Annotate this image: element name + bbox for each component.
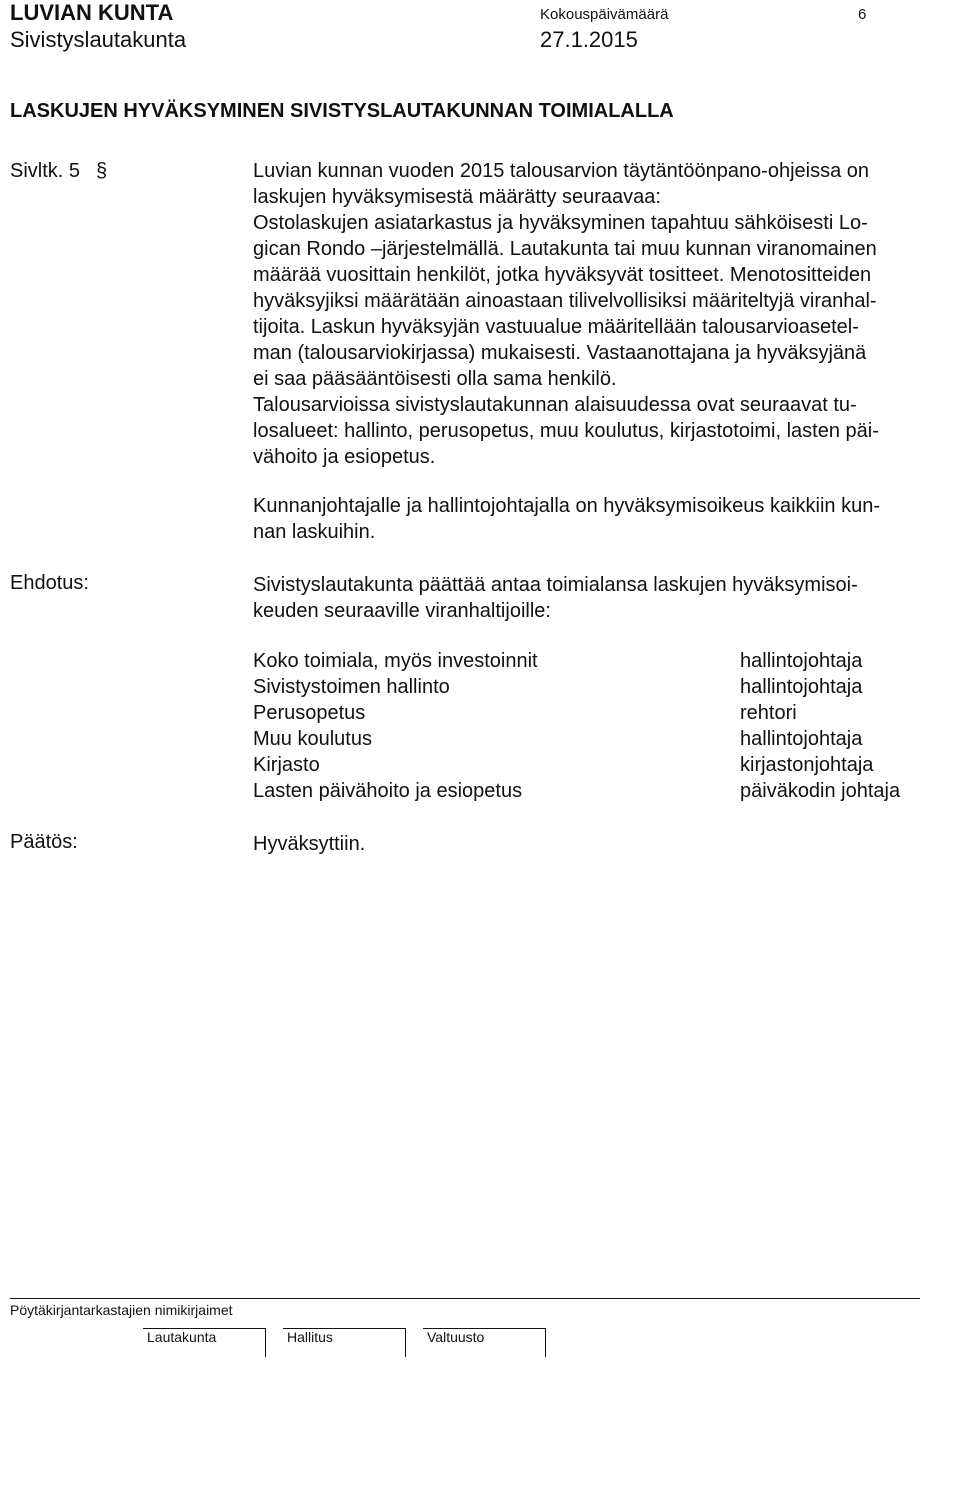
signature-box-valtuusto [423,1328,546,1357]
municipality-name: LUVIAN KUNTA [10,0,174,25]
section-ref: Sivltk. 5 [10,160,81,182]
official-cell: rehtori [740,702,797,724]
area-cell: Perusopetus [253,702,366,724]
section-title: LASKUJEN HYVÄKSYMINEN SIVISTYSLAUTAKUNNAN TOIMIALALLA [10,100,674,122]
paragraph-approval-rights [253,493,958,545]
text-line: tijoita. Laskun hyväksyjän vastuualue määritellään talousarvioasetel- [253,316,859,338]
official-cell: päiväkodin johtaja [740,780,901,802]
paragraph-symbol: § [96,160,108,182]
area-cell: Sivistystoimen hallinto [253,676,450,698]
official-cell: hallintojohtaja [740,676,863,698]
text-line: Kunnanjohtajalle ja hallintojohtajalla on hyväksymisoikeus kaikkiin kun- [253,495,881,517]
official-cell: hallintojohtaja [740,728,863,750]
meeting-date-label: Kokouspäivämäärä [540,6,669,23]
text-line: keuden seuraaville viranhaltijoille: [253,600,551,622]
table-row [253,726,953,752]
proposal-text [253,572,958,624]
signature-box-hallitus [283,1328,406,1357]
page-number: 6 [858,6,867,23]
box-label: Valtuusto [427,1329,485,1345]
decision-label: Päätös: [10,831,78,853]
meeting-date: 27.1.2015 [540,27,638,52]
signatures-label: Pöytäkirjantarkastajien nimikirjaimet [10,1302,233,1318]
box-label: Lautakunta [147,1329,217,1345]
committee-name: Sivistyslautakunta [10,27,187,52]
text-line: hyväksyjiksi määrätään ainoastaan tilivelvollisiksi määriteltyjä viranhal- [253,290,877,312]
text-line: Sivistyslautakunta päättää antaa toimialansa laskujen hyväksymisoi- [253,574,858,596]
table-row [253,648,953,674]
table-row [253,752,953,778]
text-line: ei saa pääsääntöisesti olla sama henkilö. [253,368,617,390]
text-line: losalueet: hallinto, perusopetus, muu koulutus, kirjastotoimi, lasten päi- [253,420,879,442]
text-line: laskujen hyväksymisestä määrätty seuraavaa: [253,186,661,208]
table-row [253,674,953,700]
table-row [253,778,953,804]
text-line: Luvian kunnan vuoden 2015 talousarvion täytäntöönpano-ohjeissa on [253,160,870,182]
area-cell: Muu koulutus [253,728,372,750]
signature-box-lautakunta [143,1328,266,1357]
paragraph-instructions [253,158,958,470]
area-cell: Kirjasto [253,754,320,776]
text-line: vähoito ja esiopetus. [253,446,436,468]
decision-text: Hyväksyttiin. [253,833,366,855]
text-line: Talousarvioissa sivistyslautakunnan alaisuudessa ovat seuraavat tu- [253,394,857,416]
box-label: Hallitus [287,1329,333,1345]
text-line: nan laskuihin. [253,521,376,543]
text-line: man (talousarviokirjassa) mukaisesti. Vastaanottajana ja hyväksyjänä [253,342,867,364]
table-row [253,700,953,726]
area-cell: Lasten päivähoito ja esiopetus [253,780,523,802]
footer-divider [10,1298,920,1299]
text-line: määrää vuosittain henkilöt, jotka hyväksyvät tositteet. Menotositteiden [253,264,872,286]
text-line: Ostolaskujen asiatarkastus ja hyväksyminen tapahtuu sähköisesti Lo- [253,212,868,234]
text-line: gican Rondo –järjestelmällä. Lautakunta tai muu kunnan viranomainen [253,238,877,260]
official-cell: hallintojohtaja [740,650,863,672]
official-cell: kirjastonjohtaja [740,754,874,776]
proposal-label: Ehdotus: [10,572,89,594]
area-cell: Koko toimiala, myös investoinnit [253,650,538,672]
